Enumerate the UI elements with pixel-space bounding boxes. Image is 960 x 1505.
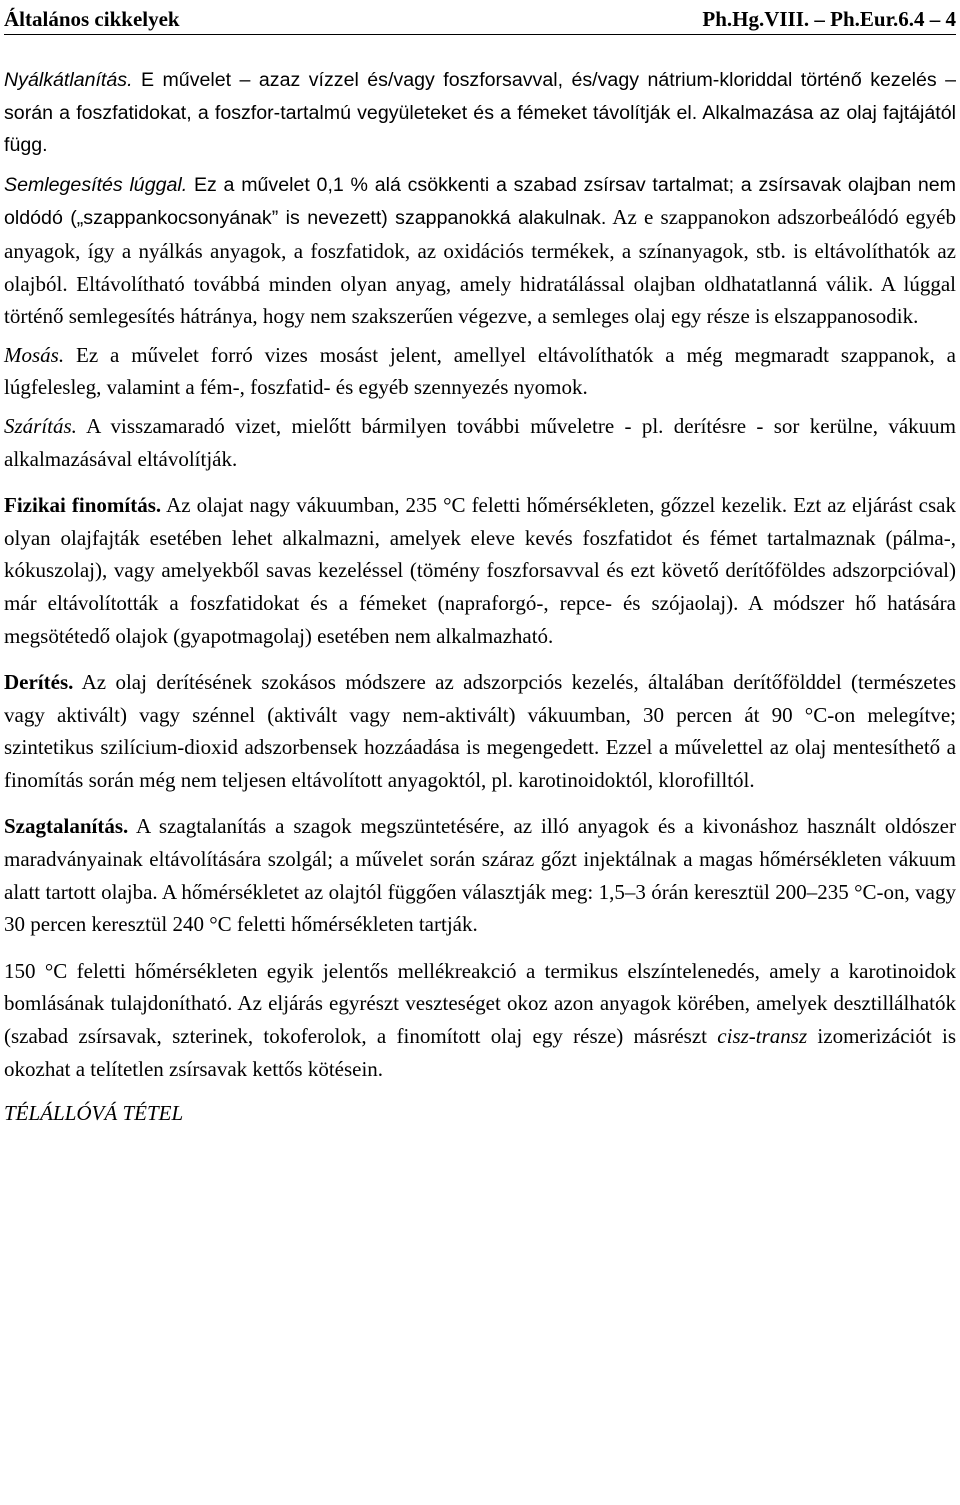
section-heading-winterisation: TÉLÁLLÓVÁ TÉTEL [4, 1101, 184, 1126]
paragraph-heading: Szagtalanítás. [4, 814, 129, 839]
paragraph-text: Ez a művelet 0,1 % alá csökkenti a szabad zsírsav tartalmat; a zsírsavak olajban nem oldódó („szappankocsonyának” is nevezett) szappanokká alakulnak. [4, 173, 956, 230]
paragraph-washing [4, 339, 956, 404]
paragraph-physical-refining [4, 489, 956, 652]
document-body [4, 64, 956, 1129]
header-pharmacopoeia-ref: Ph.Hg.VIII. – Ph.Eur.6.4 – 4 [702, 7, 956, 31]
paragraph-text: A szagtalanítás a szagok megszüntetésére, az illó anyagok és a kivonáshoz használt oldószer maradványainak eltávolítására szolgál; a művelet során száraz gőzt injektálnak a magas hőmérsékleten vákuum alatt tartott olajba. A hőmérsékletet az olajtól függően választják meg: 1,5–3 órán keresztül 200–235 °C-on, vagy 30 percen keresztül 240 °C feletti hőmérsékleten tartják. [4, 814, 956, 937]
paragraph-text-continued: izomerizációt is okozhat a telítetlen zsírsavak kettős kötésein. [4, 1024, 956, 1081]
paragraph-text: Az olajat nagy vákuumban, 235 °C feletti hőmérsékleten, gőzzel kezelik. Ezt az eljárást csak olyan olajfajták esetében lehet alkalmazni, amelyek eleve kevés foszfatidot és fémet tartalmaznak (pálma-, kókuszolaj), vagy amelyekből savas kezeléssel (tömény foszforsavval és ezt követő derítőföldes adszorpcióval) már eltávolították a foszfatidokat és a fémeket (napraforgó-, repce- és szójaolaj). A módszer hő hatására megsötétedő olajok (gyapotmagolaj) esetében nem alkalmazható. [4, 493, 956, 648]
paragraph-text: Az olaj derítésének szokásos módszere az adszorpciós kezelés, általában derítőfölddel (természetes vagy aktivált) vagy szénnel (aktivált vagy nem-aktivált) vákuumban, 30 percen át 90 °C-on melegítve; szintetikus szilícium-dioxid adszorbensek hozzáadása is megengedett. Ezzel a művelettel az olaj mentesíthető a finomítás során még nem teljesen eltávolított anyagoktól, pl. karotinoidoktól, klorofilltól. [4, 670, 956, 792]
paragraph-text: E művelet – azaz vízzel és/vagy foszforsavval, és/vagy nátrium-kloriddal történő kezelés – során a foszfatidokat, a foszfor-tartalmú vegyületeket és a fémeket távolítják el. Alkalmazása az olaj fajtájától függ. [4, 69, 956, 157]
paragraph-heading: Fizikai finomítás. [4, 493, 162, 518]
paragraph-side-reactions [4, 955, 956, 1085]
paragraph-heading: Semlegesítés lúggal. [4, 173, 188, 196]
paragraph-text: A visszamaradó vizet, mielőtt bármilyen további műveletre - pl. derítésre - sor kerülne, vákuum alkalmazásával eltávolítják. [4, 413, 956, 471]
paragraph-heading: Szárítás. [4, 413, 77, 438]
document-page [4, 0, 956, 1129]
paragraph-degumming [4, 64, 956, 162]
paragraph-text-continued: Az e szappanokon adszorbeálódó egyéb anyagok, így a nyálkás anyagok, a foszfatidok, az oxidációs termékek, a színanyagok, stb. is eltávolíthatók az olajból. Eltávolítható továbbá minden olyan anyag, amely hidratálással olajban oldhatatlanná válik. A lúggal történő semlegesítés hátránya, hogy nem szakszerűen végezve, a semleges olaj egy része is elszappanosodik. [4, 205, 956, 329]
paragraph-text: Ez a művelet forró vizes mosást jelent, amellyel eltávolíthatók a még megmaradt szappanok, a lúgfelesleg, valamint a fém-, foszfatid- és egyéb szennyezés nyomok. [4, 342, 956, 400]
paragraph-bleaching [4, 666, 956, 796]
paragraph-italic-term: cisz-transz [717, 1024, 808, 1049]
paragraph-deodorisation [4, 810, 956, 940]
paragraph-heading: Derítés. [4, 670, 74, 695]
paragraph-text: 150 °C feletti hőmérsékleten egyik jelentős mellékreakció a termikus elszíntelenedés, amely a karotinoidok bomlásának tulajdonítható. Az eljárás egyrészt veszteséget okoz azon anyagok körében, amelyek desztillálhatók (szabad zsírsavak, szterinek, tokoferolok, a finomított olaj egy része) másrészt [4, 958, 956, 1049]
paragraph-heading: Mosás. [4, 342, 65, 367]
header-section-title: Általános cikkelyek [4, 7, 180, 31]
paragraph-drying [4, 410, 956, 475]
paragraph-neutralisation [4, 168, 956, 333]
paragraph-heading: Nyálkátlanítás. [4, 69, 133, 91]
page-header [4, 0, 956, 35]
